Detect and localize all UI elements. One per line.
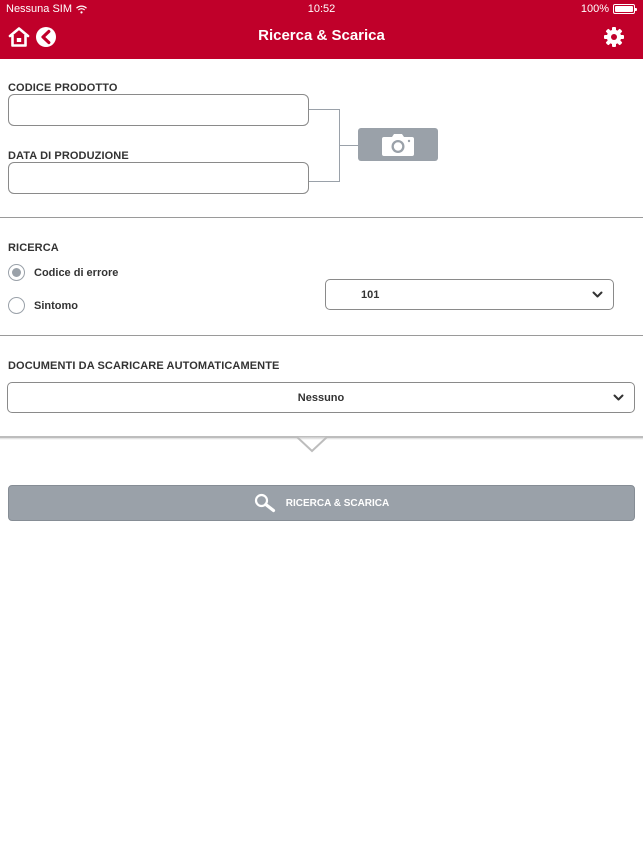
search-section-label: RICERCA — [8, 242, 59, 254]
gear-icon — [603, 26, 625, 48]
bracket-line-bottom — [309, 181, 340, 182]
magnifier-icon — [254, 493, 276, 513]
chevron-down-icon — [592, 291, 603, 299]
production-date-label: DATA DI PRODUZIONE — [8, 150, 129, 162]
nav-bar — [0, 18, 643, 59]
radio-symptom[interactable] — [8, 297, 78, 314]
camera-button[interactable] — [358, 128, 438, 161]
clock: 10:52 — [307, 3, 336, 15]
search-download-label: RICERCA & SCARICA — [285, 497, 390, 509]
documents-select[interactable] — [7, 382, 635, 413]
battery-percent: 100% — [580, 3, 609, 15]
search-download-button[interactable] — [8, 485, 635, 521]
carrier-label: Nessuna SIM — [6, 3, 73, 15]
battery-status — [581, 3, 635, 15]
bracket-line-top — [309, 109, 340, 110]
radio-error-code-label: Codice di errore — [34, 266, 119, 279]
radio-symptom-indicator[interactable] — [8, 297, 25, 314]
chevron-down-icon — [613, 394, 624, 402]
radio-error-code[interactable] — [8, 264, 118, 281]
camera-icon — [381, 133, 415, 157]
divider-1 — [0, 217, 643, 218]
error-code-value: 101 — [361, 288, 380, 301]
error-code-select[interactable] — [325, 279, 614, 310]
documents-value: Nessuno — [297, 391, 345, 404]
page-title: Ricerca & Scarica — [258, 27, 385, 44]
bracket-line-connector — [340, 145, 358, 146]
product-code-input[interactable] — [8, 94, 309, 126]
divider-2 — [0, 335, 643, 336]
panel-bottom-edge — [0, 430, 643, 456]
battery-icon — [613, 4, 635, 14]
product-code-label: CODICE PRODOTTO — [8, 82, 118, 94]
production-date-input[interactable] — [8, 162, 309, 194]
status-bar — [0, 0, 643, 18]
settings-button[interactable] — [601, 24, 627, 50]
documents-section-label: DOCUMENTI DA SCARICARE AUTOMATICAMENTE — [8, 360, 280, 372]
radio-error-code-indicator[interactable] — [8, 264, 25, 281]
radio-symptom-label: Sintomo — [34, 299, 78, 312]
